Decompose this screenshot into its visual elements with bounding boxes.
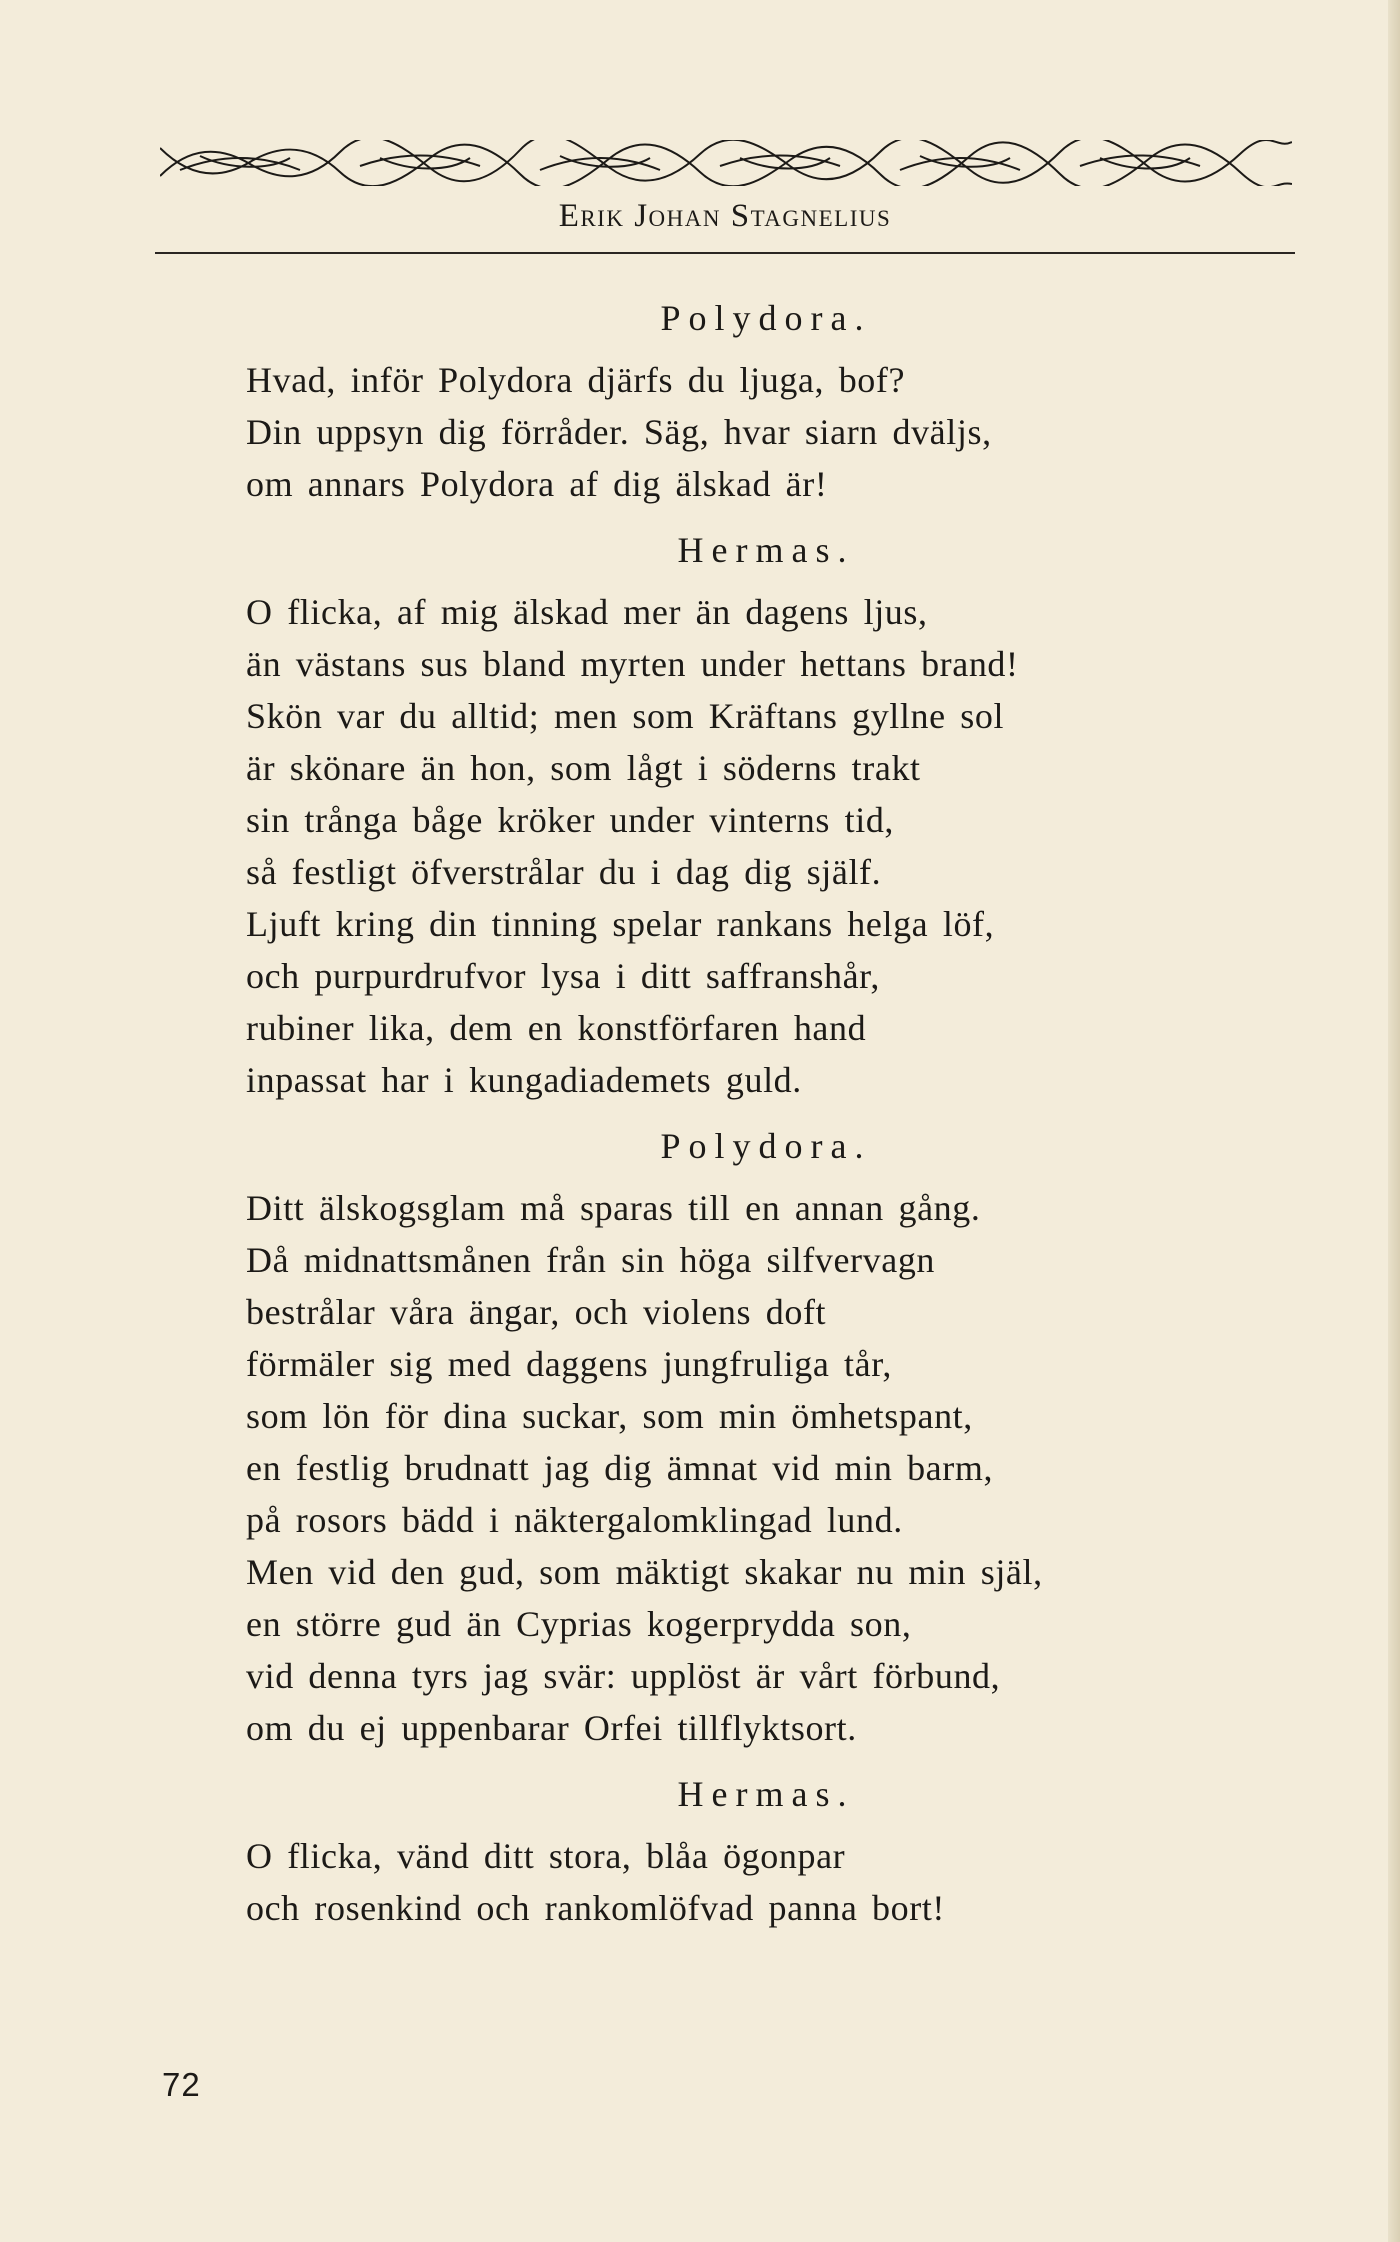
verse-line: Men vid den gud, som mäktigt skakar nu min själ, <box>246 1552 1043 1592</box>
speaker-name: Hermas. <box>677 1774 855 1814</box>
verse-line: Din uppsyn dig förråder. Säg, hvar siarn dväljs, <box>246 412 992 452</box>
verse-line: är skönare än hon, som lågt i söderns trakt <box>246 748 921 788</box>
verse-line: rubiner lika, dem en konstförfaren hand <box>246 1008 867 1048</box>
verse-line: som lön för dina suckar, som min ömhetspant, <box>246 1396 973 1436</box>
verse-line: och purpurdrufvor lysa i ditt saffranshår, <box>246 956 880 996</box>
verse-line: Skön var du alltid; men som Kräftans gyllne sol <box>246 696 1005 736</box>
speaker-name: Hermas. <box>677 530 855 570</box>
dialogue-block <box>246 292 1246 510</box>
dialogue-block <box>246 1120 1246 1754</box>
verse-line: Ditt älskogsglam må sparas till en annan gång. <box>246 1188 981 1228</box>
speaker-name: Polydora. <box>660 1126 872 1166</box>
verse-line: så festligt öfverstrålar du i dag dig själf. <box>246 852 882 892</box>
verse-line: sin trånga båge kröker under vinterns tid, <box>246 800 895 840</box>
header-rule <box>155 252 1295 254</box>
dialogue-block <box>246 1768 1246 1934</box>
verse-line: än västans sus bland myrten under hettans brand! <box>246 644 1019 684</box>
page-number: 72 <box>162 2066 201 2103</box>
verse-line: inpassat har i kungadiademets guld. <box>246 1060 802 1100</box>
verse-line: O flicka, vänd ditt stora, blåa ögonpar <box>246 1836 846 1876</box>
verse-line: en större gud än Cyprias kogerprydda son, <box>246 1604 912 1644</box>
page-edge <box>1388 0 1400 2242</box>
speaker-name: Polydora. <box>660 298 872 338</box>
verse-line: förmäler sig med daggens jungfruliga tår, <box>246 1344 892 1384</box>
verse-line: och rosenkind och rankomlöfvad panna bort! <box>246 1888 946 1928</box>
verse-line: bestrålar våra ängar, och violens doft <box>246 1292 827 1332</box>
dialogue-block <box>246 524 1246 1106</box>
verse-line: på rosors bädd i näktergalomklingad lund. <box>246 1500 903 1540</box>
verse-line: Då midnattsmånen från sin höga silfvervagn <box>246 1240 936 1280</box>
verse-line: Hvad, inför Polydora djärfs du ljuga, bof? <box>246 360 906 400</box>
verse-line: vid denna tyrs jag svär: upplöst är vårt förbund, <box>246 1656 1001 1696</box>
verse-line: en festlig brudnatt jag dig ämnat vid min barm, <box>246 1448 994 1488</box>
braided-ornament-icon <box>160 140 1292 186</box>
poem-text <box>246 292 1246 1934</box>
verse-line: om du ej uppenbarar Orfei tillflyktsort. <box>246 1708 857 1748</box>
verse-line: O flicka, af mig älskad mer än dagens ljus, <box>246 592 928 632</box>
verse-line: om annars Polydora af dig älskad är! <box>246 464 828 504</box>
running-head: Erik Johan Stagnelius <box>558 198 892 234</box>
verse-line: Ljuft kring din tinning spelar rankans helga löf, <box>246 904 995 944</box>
